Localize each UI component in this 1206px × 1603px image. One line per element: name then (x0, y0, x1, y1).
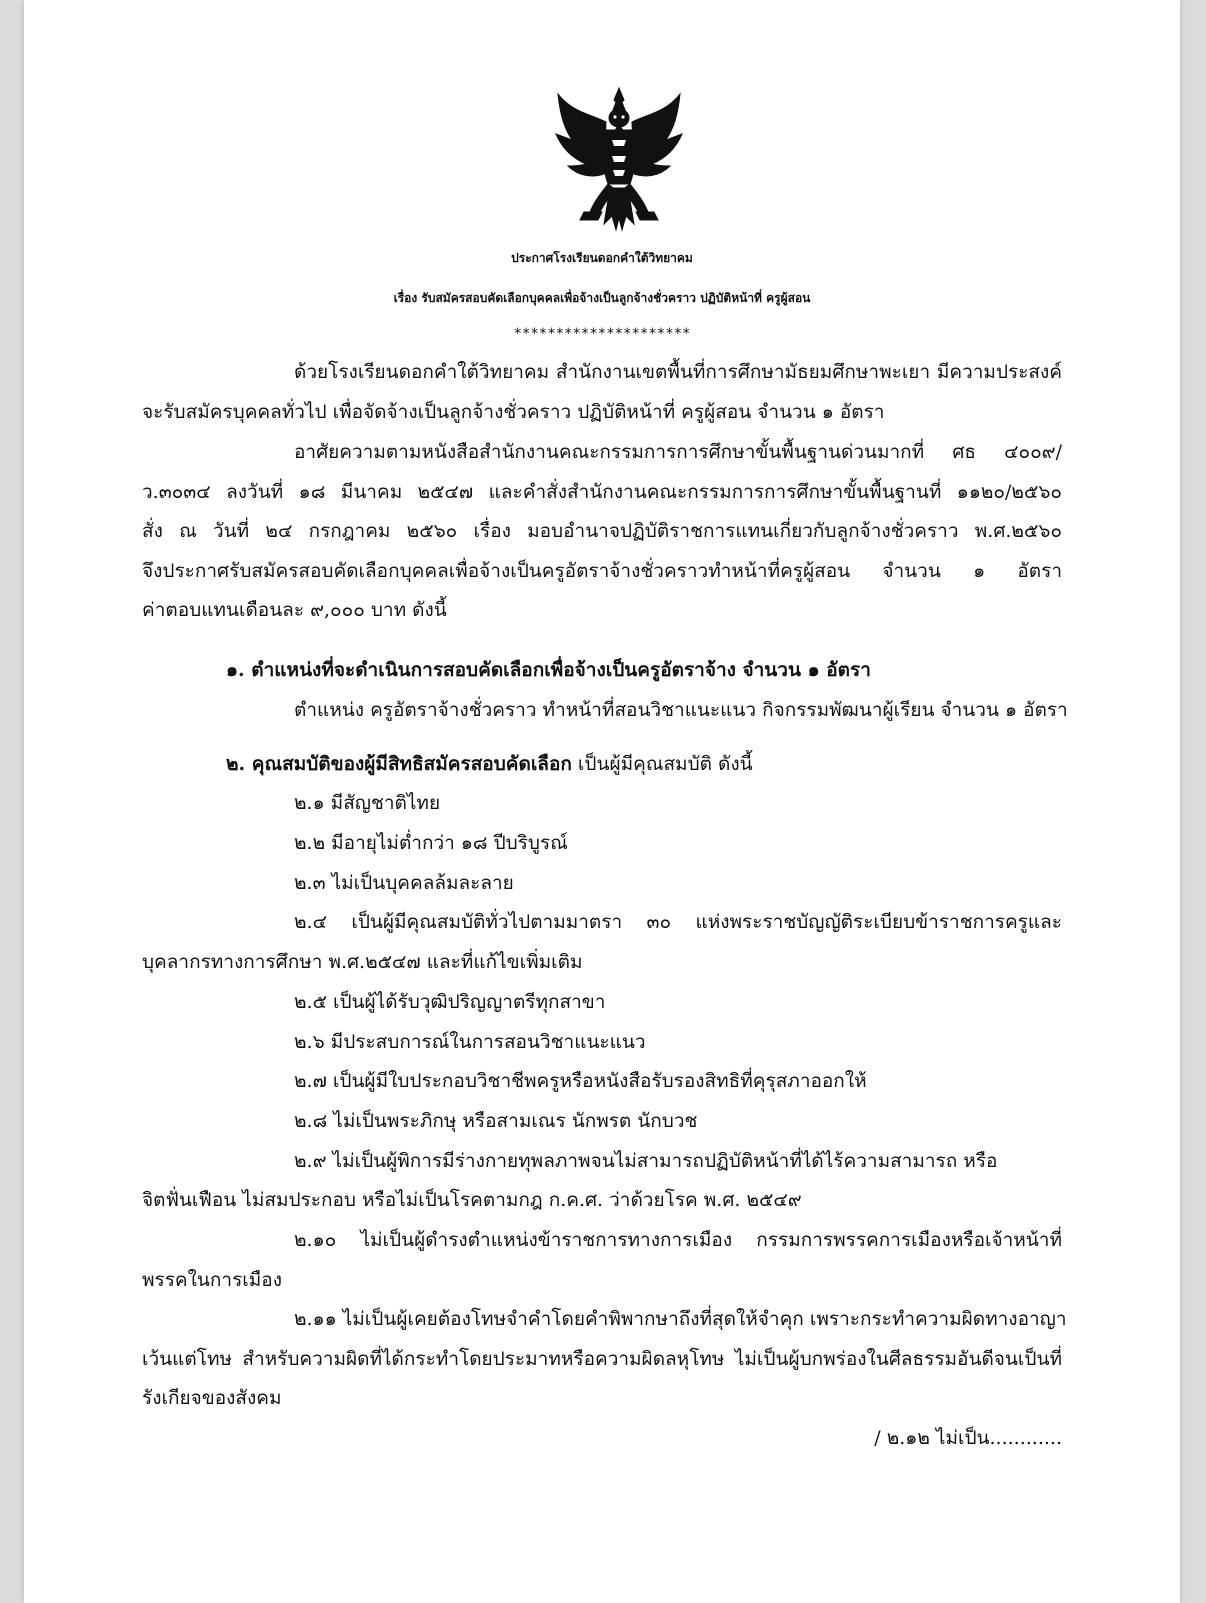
item-2-3: ๒.๓ ไม่เป็นบุคคลล้มละลาย (294, 872, 514, 894)
document-page (24, 0, 1180, 1603)
section2-heading (226, 750, 753, 778)
item-2-4-line2: บุคลากรทางการศึกษา พ.ศ.๒๕๔๗ และที่แก้ไขเพิ่มเติม (142, 951, 583, 973)
item-2-8: ๒.๘ ไม่เป็นพระภิกษุ หรือสามเณร นักพรต นักบวช (294, 1110, 698, 1132)
item-2-2: ๒.๒ มีอายุไม่ต่ำกว่า ๑๘ ปีบริบูรณ์ (294, 832, 568, 854)
continuation-marker: / ๒.๑๒ ไม่เป็น............ (874, 1427, 1062, 1449)
intro-p1-line2: จะรับสมัครบุคคลทั่วไป เพื่อจัดจ้างเป็นลูกจ้างชั่วคราว ปฏิบัติหน้าที่ ครูผู้สอน จำนวน ๑ อัตรา (142, 401, 885, 423)
intro-p2-line3: สั่ง ณ วันที่ ๒๔ กรกฎาคม ๒๕๖๐ เรื่อง มอบอำนาจปฏิบัติราชการแทนเกี่ยวกับลูกจ้างชั่วคราว พ.ศ.๒๕๖๐ (142, 520, 1062, 542)
section1-heading: ๑. ตำแหน่งที่จะดำเนินการสอบคัดเลือกเพื่อจ้างเป็นครูอัตราจ้าง จำนวน ๑ อัตรา (226, 659, 871, 681)
item-2-9-line2: จิตฟั่นเฟือน ไม่สมประกอบ หรือไม่เป็นโรคตามกฎ ก.ค.ศ. ว่าด้วยโรค พ.ศ. ๒๕๔๙ (142, 1189, 802, 1211)
section2-heading-rest: เป็นผู้มีคุณสมบัติ ดังนี้ (571, 753, 753, 775)
intro-p2-line1: อาศัยความตามหนังสือสำนักงานคณะกรรมการการศึกษาขั้นพื้นฐานด่วนมากที่ ศธ ๔๐๐๙/ (294, 441, 1062, 463)
intro-p2-line4: จึงประกาศรับสมัครสอบคัดเลือกบุคคลเพื่อจ้างเป็นครูอัตราจ้างชั่วคราวทำหน้าที่ครูผู้สอน จำนวน ๑ อัตรา (142, 560, 1062, 582)
garuda-emblem-icon (550, 84, 688, 236)
item-2-10-line1: ๒.๑๐ ไม่เป็นผู้ดำรงตำแหน่งข้าราชการทางการเมือง กรรมการพรรคการเมืองหรือเจ้าหน้าที่ (294, 1229, 1062, 1251)
item-2-4-line1: ๒.๔ เป็นผู้มีคุณสมบัติทั่วไปตามมาตรา ๓๐ แห่งพระราชบัญญัติระเบียบข้าราชการครูและ (294, 911, 1062, 933)
intro-p1-line1: ด้วยโรงเรียนดอกคำใต้วิทยาคม สำนักงานเขตพื้นที่การศึกษามัธยมศึกษาพะเยา มีความประสงค์ (294, 361, 1062, 383)
separator-stars: ********************* (513, 326, 691, 342)
item-2-5: ๒.๕ เป็นผู้ได้รับวุฒิปริญญาตรีทุกสาขา (294, 991, 606, 1013)
announcement-title: ประกาศโรงเรียนดอกคำใต้วิทยาคม (511, 251, 693, 265)
item-2-9-line1: ๒.๙ ไม่เป็นผู้พิการมีร่างกายทุพลภาพจนไม่สามารถปฏิบัติหน้าที่ได้ไร้ความสามารถ หรือ (294, 1150, 998, 1172)
item-2-11-line2: เว้นแต่โทษ สำหรับความผิดที่ได้กระทำโดยประมาทหรือความผิดลหุโทษ ไม่เป็นผู้บกพร่องในศีลธรรมอันดีจนเป็นที่ (142, 1348, 1062, 1370)
section1-body: ตำแหน่ง ครูอัตราจ้างชั่วคราว ทำหน้าที่สอนวิชาแนะแนว กิจกรรมพัฒนาผู้เรียน จำนวน ๑ อัตรา (294, 699, 1068, 721)
item-2-10-line2: พรรคในการเมือง (142, 1269, 282, 1291)
item-2-11-line1: ๒.๑๑ ไม่เป็นผู้เคยต้องโทษจำคำโดยคำพิพากษาถึงที่สุดให้จำคุก เพราะกระทำความผิดทางอาญา (294, 1308, 1067, 1330)
item-2-11-line3: รังเกียจของสังคม (142, 1387, 282, 1409)
announcement-subject: เรื่อง รับสมัครสอบคัดเลือกบุคคลเพื่อจ้างเป็นลูกจ้างชั่วคราว ปฏิบัติหน้าที่ ครูผู้สอน (393, 291, 811, 305)
item-2-6: ๒.๖ มีประสบการณ์ในการสอนวิชาแนะแนว (294, 1031, 646, 1053)
intro-p2-line5: ค่าตอบแทนเดือนละ ๙,๐๐๐ บาท ดังนี้ (142, 599, 447, 621)
item-2-7: ๒.๗ เป็นผู้มีใบประกอบวิชาชีพครูหรือหนังสือรับรองสิทธิที่คุรุสภาออกให้ (294, 1070, 867, 1092)
item-2-1: ๒.๑ มีสัญชาติไทย (294, 792, 441, 814)
section2-heading-bold: ๒. คุณสมบัติของผู้มีสิทธิสมัครสอบคัดเลือก (226, 753, 572, 775)
intro-p2-line2: ว.๓๐๓๔ ลงวันที่ ๑๘ มีนาคม ๒๕๔๗ และคำสั่งสำนักงานคณะกรรมการการศึกษาขั้นพื้นฐานที่ ๑๑๒๐/๒๕๖๐ (142, 481, 1062, 503)
